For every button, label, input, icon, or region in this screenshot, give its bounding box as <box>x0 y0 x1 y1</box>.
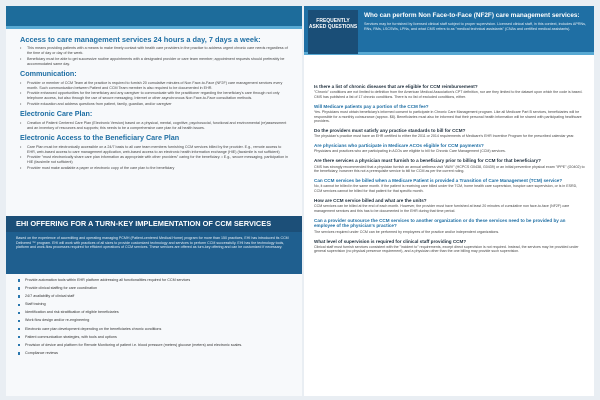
left-panel <box>6 6 302 396</box>
access-list <box>20 46 290 66</box>
faq-question: Are physicians who participate in Medicare ACOs eligible for CCM payments? <box>314 143 484 149</box>
list-item: • Provide education and address questions from patient, family, guardian, and/or caregiver <box>20 102 290 107</box>
faq-list <box>314 84 586 258</box>
faq-answer: The services required under CCM can be performed by employees of the practice and/or independent organizations. <box>314 229 500 234</box>
faq-answer: CCM services can be billed at the end of each month. However, the provider must have furnished at least 20 minutes of cumulative non face-to-face (NF2F) care management services and this has to be documented in the EHR during that time period. <box>314 204 570 213</box>
list-item: • This means providing patients with a means to make timely contact with health care providers in the practice to address urgent chronic care needs regardless of the time of day or day of the week. <box>20 46 290 56</box>
faq-item <box>314 84 586 99</box>
faq-item <box>314 158 586 173</box>
faq-question: How are CCM service billed and what are the units? <box>314 198 427 203</box>
faq-item <box>314 198 586 213</box>
faq-question: Will Medicare patients pay a portion of the CCM fee? <box>314 103 429 109</box>
banner-title: EHI OFFERING FOR A TURN-KEY IMPLEMENTATION OF CCM SERVICES <box>16 219 272 228</box>
offering-list <box>18 278 290 359</box>
faq-answer: No, it cannot be billed in the same month. If the patient is receiving care billed under the TCM, home health care supervision, hospice care supervision, or is in ESRD, CCM services cannot be billed for that patient for that specific month. <box>314 184 578 194</box>
right-panel <box>304 6 594 396</box>
faq-question: Is there a list of chronic diseases that are eligible for CCM reimbursement? <box>314 84 478 89</box>
communication-title: Communication: <box>20 69 77 79</box>
list-item: • Provider "must electronically share care plan information as appropriate with other providers" caring for the beneficiary. • E.g., secure messaging, participation in HIE (facsimile not sufficient) <box>20 155 290 165</box>
banner-intro: Based on the experience of accrediting and operating managing PCMH (Patient-centered Medical Home) program for more than 150 practices, EHI has introduced its CCM Delivered ™ program. EHI will work with practices of all sizes to provide customized technology and services to perform CCM successfully. EHI has the technology tools, platform and work-flow processes required for efficient operations of CCM services. These services are offered as turn-key offering and can be customized if necessary. <box>16 236 289 250</box>
faq-item <box>314 239 586 254</box>
faq-item <box>314 104 586 124</box>
left-content <box>20 36 290 174</box>
care-plan-list <box>20 121 290 131</box>
list-item: • Provider or member of CCM Team at the practice is required to furnish 20 cumulative minutes of Non Face-to-Face (NF2F) care management services every month. Such communication between Patient and CCM Team member is also required to be documented in EHR. <box>20 81 290 91</box>
access-section <box>20 36 290 66</box>
faq-question: Are there services a physician must furnish to a beneficiary prior to billing for CCM for that beneficiary? <box>314 158 541 164</box>
faq-badge: FREQUENTLY ASKED QUESTIONS <box>308 10 358 54</box>
faq-answer: Clinical staff must furnish services consistent with the "incident to" requirements, except direct supervision is not required. Instead, the services may be provided under general supervision (no physical presence requirement), and a physician other than the one billing may provide such supervision. <box>314 244 579 254</box>
left-header-band <box>6 6 302 26</box>
electronic-access-title: Electronic Access to the Beneficiary Care Plan <box>20 133 180 143</box>
ehi-offering-banner <box>6 216 302 396</box>
list-item: Work flow design and/or re-engineering <box>18 318 290 323</box>
access-title: Access to care management services 24 hours a day, 7 days a week: <box>20 35 261 44</box>
list-item: Provide clinical staffing for care coordination <box>18 286 290 291</box>
left-header-accent <box>6 26 302 29</box>
list-item: Electronic care plan development depending on the beneficiaries chronic conditions <box>18 327 290 332</box>
list-item: • Creation of Patient Centered Care Plan (Electronic Version) based on a physical, mental, cognitive, psychosocial, functional and environmental (re)assessment and an inventory of resources and supports; this needs to be a comprehensive care plan for all health issues. <box>20 121 290 131</box>
list-item: 24/7 availability of clinical staff <box>18 294 290 299</box>
list-item: • Provide enhanced opportunities for the beneficiary and any caregiver to communicate with the practitioner regarding the beneficiary's care through not only telephone access, but also through the use of secure messaging, Internet or other asynchronous Non Face-to-Face consultation methods. <box>20 91 290 101</box>
faq-question: Can CCM services be billed when a Medicare Patient is provided a Transition of Care Management (TCM) service? <box>314 178 563 184</box>
faq-answer: Physicians and practices who are participating in ACOs are eligible to bill for Chronic Care Management (CCM) services. <box>314 149 506 154</box>
faq-item <box>314 143 586 154</box>
care-plan-title: Electronic Care Plan: <box>20 109 93 119</box>
faq-question: Can a provider outsource the CCM services to another organization or do these services need to be provided by an employee of the physician's practice? <box>314 217 566 229</box>
faq-question: Do the providers must satisfy any practice standards to bill for CCM? <box>314 128 466 134</box>
list-item: Provide automation tools within EHR platform addressing all functionalities required for CCM services <box>18 278 290 283</box>
list-item: Identification and risk stratification of eligible beneficiaries <box>18 310 290 315</box>
faq-item <box>314 178 586 193</box>
header-question: Who can perform Non Face-to-Face (NF2F) care management services: <box>364 12 580 19</box>
list-item: • Provider must make available a paper or electronic copy of the care plan to the beneficiary <box>20 166 290 171</box>
header-answer: Services may be furnished by licensed clinical staff subject to proper supervision. Licensed clinical staff, in this context, includes APRNs, RNs, RMs, LSCSWs, LPNs, and what CMS refers to as "medical technical assistants" (CNAs and certified medical assistants). <box>364 22 587 31</box>
list-item: Patient communication strategies, with tools and options <box>18 335 290 340</box>
list-item: • Care Plan must be electronically accessible on a 24/7 basis to all care team members furnishing CCM services billed by the provider. E.g., remote access to EHR, web-based access to care management application, web-based access to an electronic health information exchange (HIE) (facsimile is not sufficient) <box>20 145 290 155</box>
list-item: Compliance reviews <box>18 351 290 356</box>
faq-item <box>314 128 586 139</box>
communication-section <box>20 70 290 106</box>
care-plan-section <box>20 110 290 130</box>
electronic-access-section <box>20 134 290 170</box>
list-item: • Beneficiary must be able to get successive routine appointments with a designated provider or care team member; appointment requests should preferably be accommodated same day. <box>20 57 290 67</box>
electronic-access-list <box>20 145 290 171</box>
faq-answer: Yes. Physicians must obtain beneficiary's informed consent to participate in Chronic Care Management program. Like all Medicare Part B services, beneficiaries will be responsible for a monthly coinsurance (approx. $8). Beneficiaries must also be informed that their personal health information will be shared with participating healthcare providers. <box>314 109 582 124</box>
faq-item <box>314 218 586 234</box>
faq-answer: CMS has strongly recommended that a physician furnish an annual wellness visit "AWV" (HCPCS G0438, G0439) or an initial preventive physical exam "IPPE" (G0402) to the beneficiary; however this not a prerequisite service to bill for CCM as per the current ruling. <box>314 164 585 174</box>
list-item: Staff training <box>18 302 290 307</box>
list-item: Provision of device and platform for Remote Monitoring of patient i.e. blood pressure (meters) glucose (meters) and electronic scales. <box>18 343 290 348</box>
faq-answer: The physician's practice must have an EHR certified to either the 2011 or 2014 requirements of Medicare's EHR Incentive Program for the prescribed calendar year. <box>314 134 575 139</box>
faq-question: What level of supervision is required for clinical staff providing CCM? <box>314 238 467 244</box>
faq-answer: "Chronic" conditions are not limited to definition from the American Medical Association's CPT definition, nor are they limited to the dataset upon which the code is based. CMS has published a list of 17 chronic conditions. There is no list of excluded conditions, either. <box>314 90 583 99</box>
communication-list <box>20 81 290 107</box>
